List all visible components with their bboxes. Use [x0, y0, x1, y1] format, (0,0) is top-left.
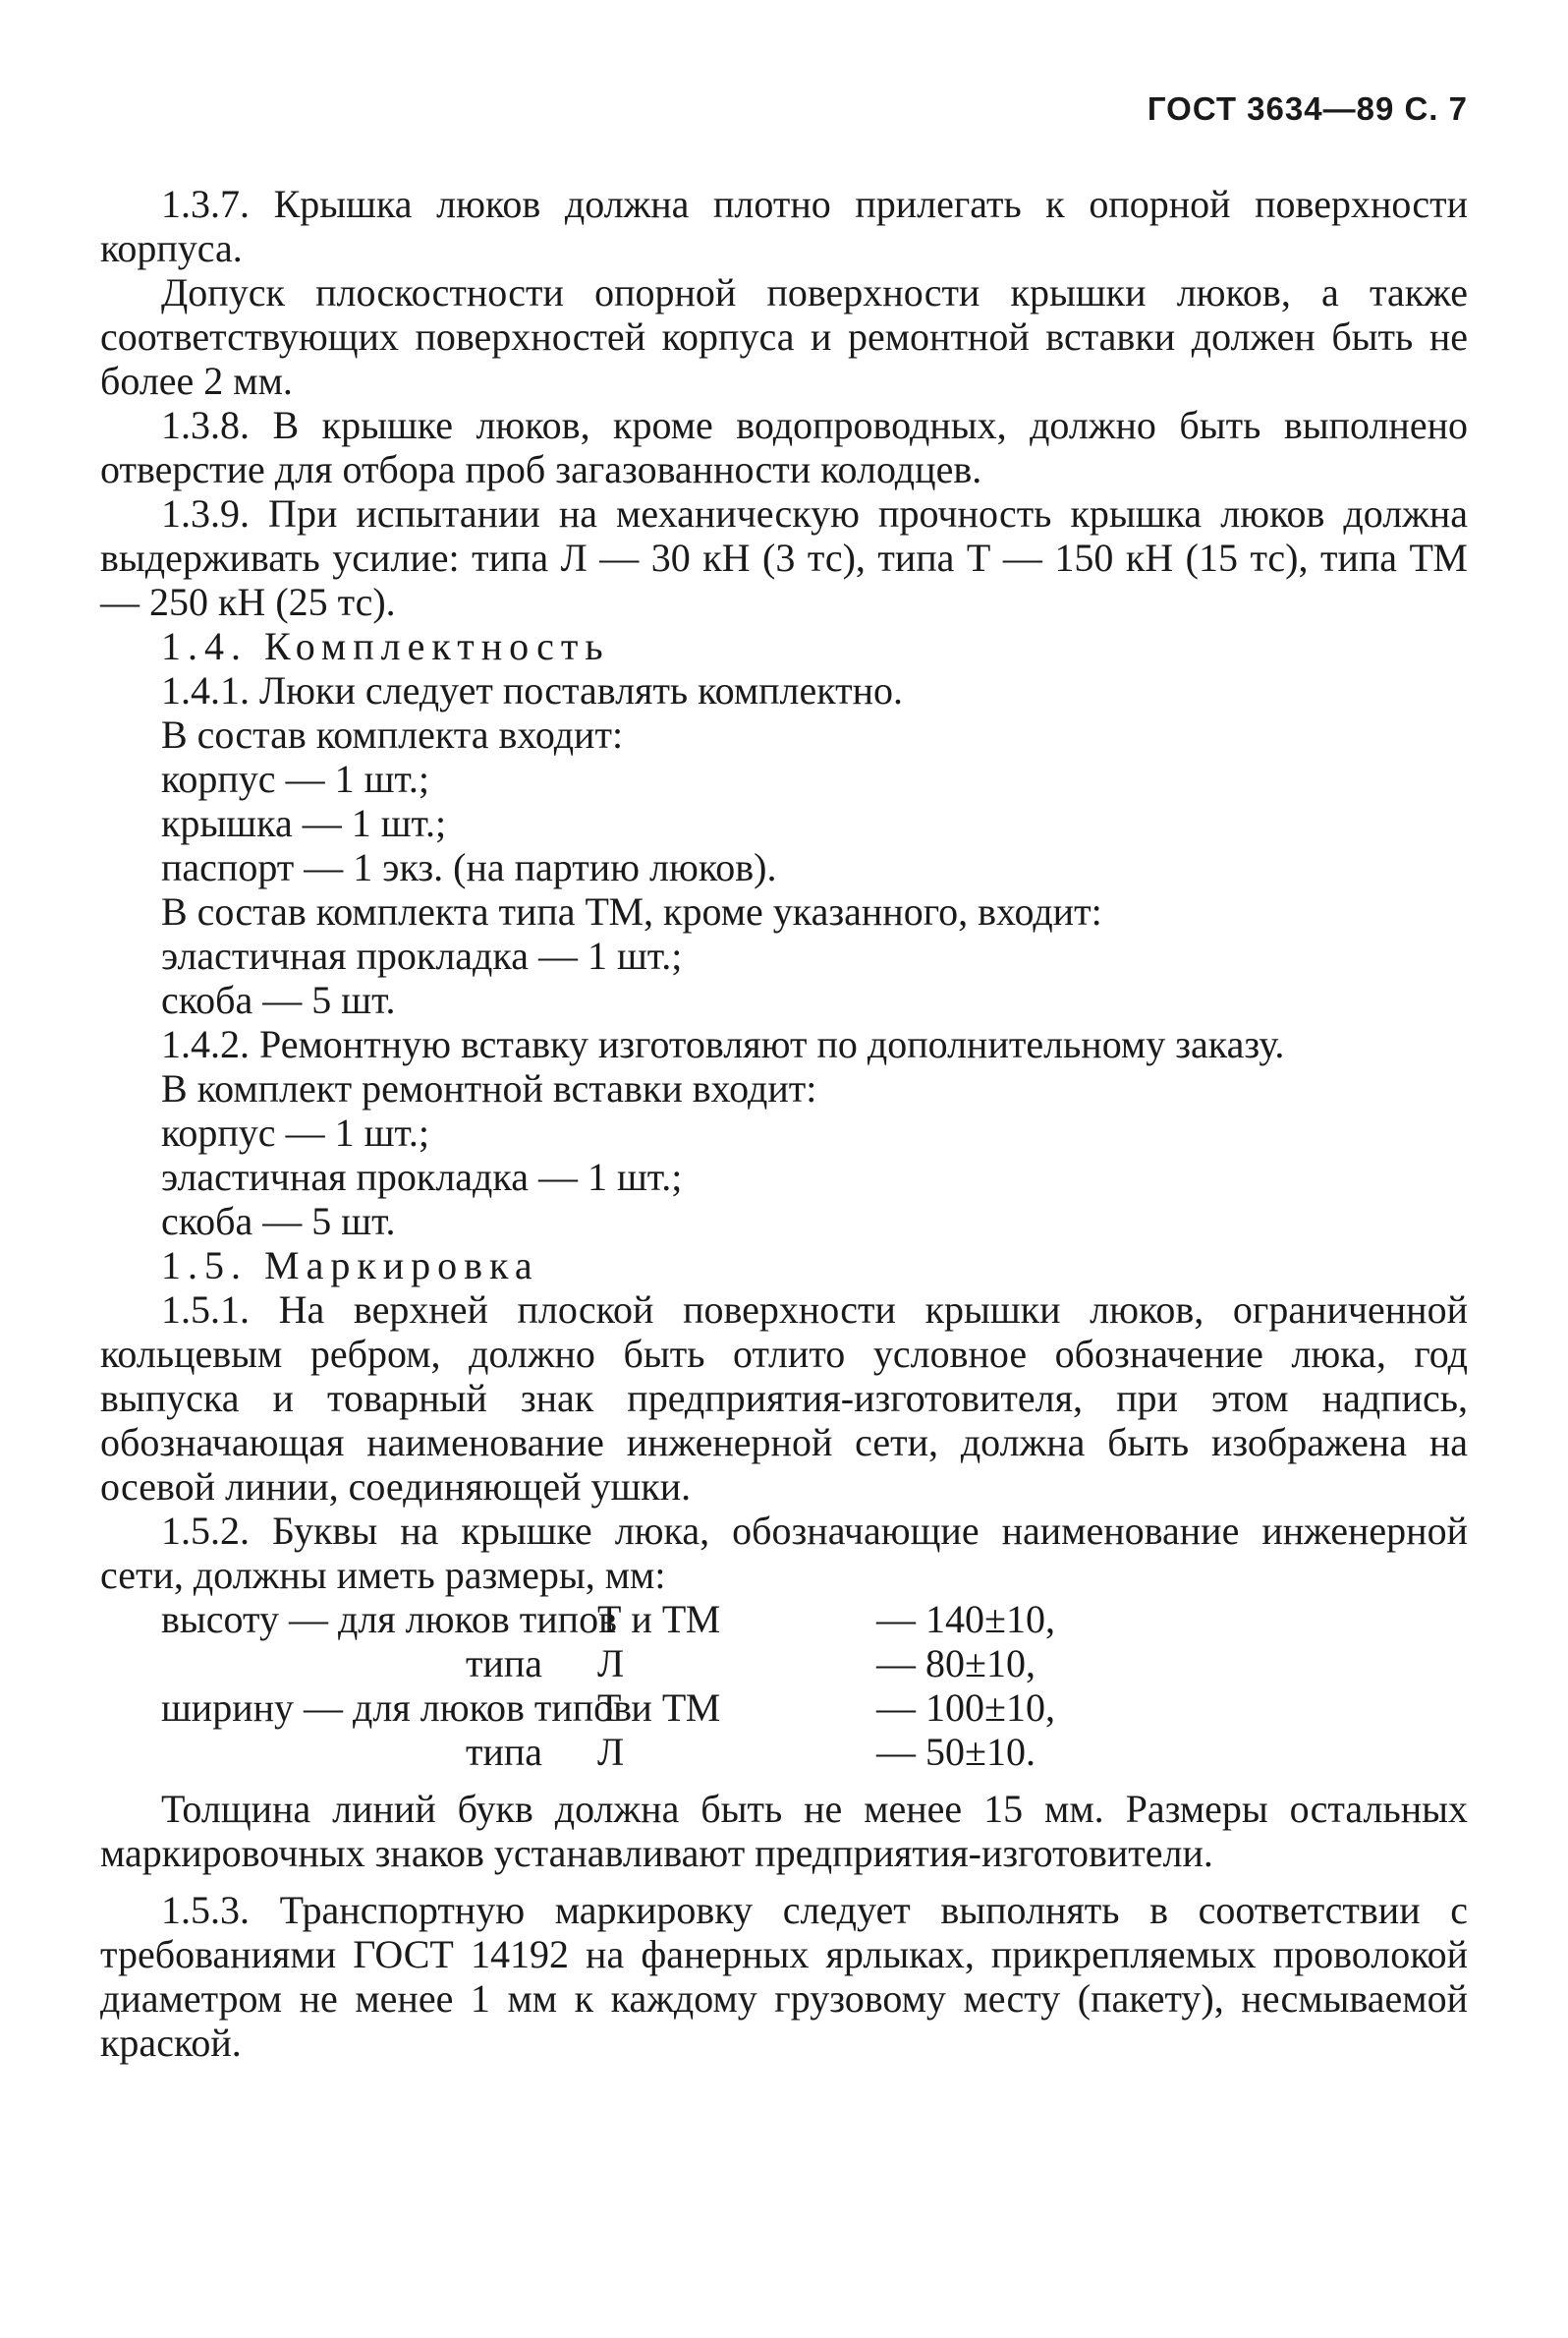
kit-tm-item: скоба — 5 шт.	[161, 978, 396, 1022]
paragraph-1-3-7: 1.3.7. Крышка люков должна плотно прилегать к опорной поверхности корпуса.	[100, 182, 1468, 270]
paragraph-line-thickness: Толщина линий букв должна быть не менее 15 мм. Размеры остальных маркировочных знаков устанавливают предприятия-изготовители.	[100, 1787, 1468, 1875]
dimension-row	[100, 1641, 1468, 1685]
letter-dimensions-table	[100, 1597, 1468, 1774]
paragraph-1-4-2: 1.4.2. Ремонтную вставку изготовляют по дополнительному заказу.	[161, 1022, 1285, 1066]
dimension-type-prefix: типа	[466, 1730, 543, 1774]
kit-tm-item: эластичная прокладка — 1 шт.;	[161, 934, 683, 978]
kit-tm-intro: В состав комплекта типа ТМ, кроме указанного, входит:	[161, 889, 1102, 934]
paragraph-1-5-3: 1.5.3. Транспортную маркировку следует выполнять в соответствии с требованиями ГОСТ 14192 на фанерных ярлыках, прикрепляемых проволокой диаметром не менее 1 мм к каждому грузовому месту (пакету), несмываемой краской.	[100, 1888, 1468, 2065]
dimension-row	[100, 1685, 1468, 1730]
dimension-value: — 100±10,	[876, 1685, 1055, 1730]
document-body	[100, 182, 1468, 2065]
kit-item: корпус — 1 шт.;	[161, 757, 429, 801]
dimension-value: — 140±10,	[876, 1597, 1055, 1641]
dimension-row	[100, 1597, 1468, 1641]
dimension-type: Т и ТМ	[597, 1685, 721, 1730]
kit-item: паспорт — 1 экз. (на партию люков).	[161, 845, 777, 889]
section-heading-marking: 1.5. Маркировка	[161, 1243, 539, 1287]
section-heading-completeness: 1.4. Комплектность	[161, 624, 610, 668]
dimension-label: ширину — для люков типов	[161, 1685, 633, 1730]
dimension-type-prefix: типа	[466, 1641, 543, 1685]
dimension-value: — 80±10,	[876, 1641, 1036, 1685]
dimension-row	[100, 1730, 1468, 1774]
paragraph-1-3-8: 1.3.8. В крышке люков, кроме водопроводных, должно быть выполнено отверстие для отбора проб загазованности колодцев.	[100, 403, 1468, 491]
paragraph-1-5-1: 1.5.1. На верхней плоской поверхности крышки люков, ограниченной кольцевым ребром, должно быть отлито условное обозначение люка, год выпуска и товарный знак предприятия-изготовителя, при этом надпись, обозначающая наименование инженерной сети, должна быть изображена на осевой линии, соединяющей ушки.	[100, 1287, 1468, 1509]
repair-item: корпус — 1 шт.;	[161, 1111, 429, 1155]
dimension-type: Л	[597, 1641, 625, 1685]
dimension-label: высоту — для люков типов	[161, 1597, 617, 1641]
dimension-type: Л	[597, 1730, 625, 1774]
paragraph-1-5-2: 1.5.2. Буквы на крышке люка, обозначающие наименование инженерной сети, должны иметь размеры, мм:	[100, 1509, 1468, 1597]
dimension-value: — 50±10.	[876, 1730, 1036, 1774]
repair-item: скоба — 5 шт.	[161, 1199, 396, 1243]
kit-item: крышка — 1 шт.;	[161, 801, 447, 845]
repair-intro: В комплект ремонтной вставки входит:	[161, 1066, 817, 1111]
dimension-type: Т и ТМ	[597, 1597, 721, 1641]
paragraph-flatness-tolerance: Допуск плоскостности опорной поверхности крышки люков, а также соответствующих поверхностей корпуса и ремонтной вставки должен быть не более 2 мм.	[100, 270, 1468, 403]
repair-item: эластичная прокладка — 1 шт.;	[161, 1155, 683, 1199]
paragraph-1-3-9: 1.3.9. При испытании на механическую прочность крышка люков должна выдерживать усилие: типа Л — 30 кН (3 тс), типа Т — 150 кН (15 тс), типа ТМ — 250 кН (25 тс).	[100, 491, 1468, 624]
paragraph-1-4-1: 1.4.1. Люки следует поставлять комплектно.	[161, 668, 904, 713]
kit-intro: В состав комплекта входит:	[161, 713, 624, 757]
page-header: ГОСТ 3634—89 С. 7	[1147, 90, 1468, 127]
